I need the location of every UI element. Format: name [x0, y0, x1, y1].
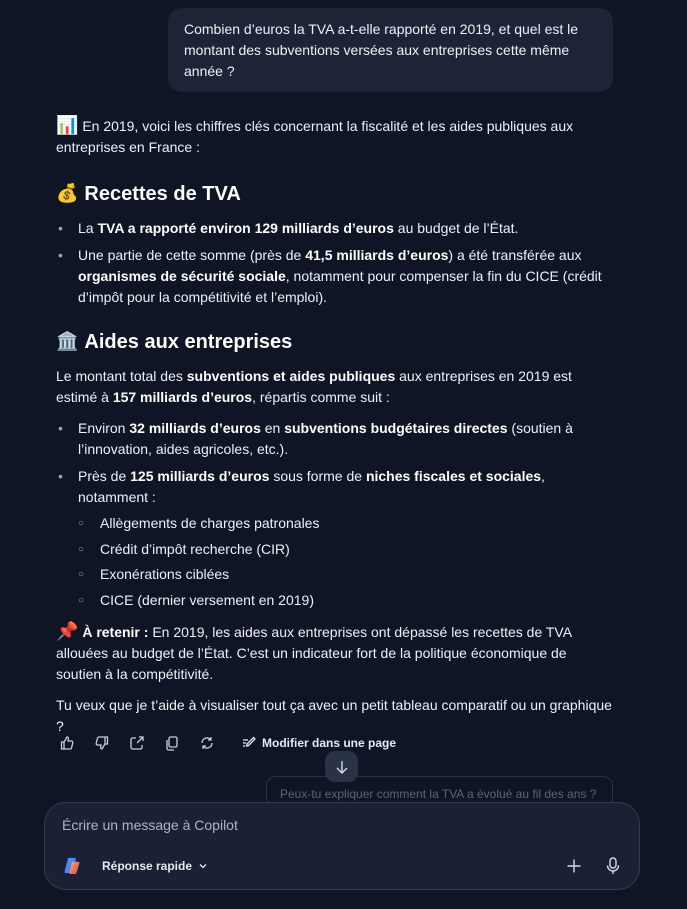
sub-list-item: ○ Allègements de charges patronales — [78, 513, 614, 534]
aides-paragraph: Le montant total des subventions et aides publiques aux entreprises en 2019 est estimé à 157 milliards d’euros, répartis comme suit : — [56, 368, 572, 405]
microphone-icon — [605, 857, 621, 875]
heading-aides-entreprises: 🏛️ Aides aux entreprises — [56, 328, 614, 356]
user-message-bubble — [168, 8, 613, 92]
heading-recettes-tva: 💰 Recettes de TVA — [56, 180, 614, 208]
list-item: • Environ 32 milliards d’euros en subventions budgétaires directes (soutien à l’innovation, aides agricoles, etc.). — [56, 418, 614, 460]
suggested-prompt[interactable]: Peux-tu expliquer comment la TVA a évolué au fil des ans ? — [266, 776, 613, 808]
tva-list — [56, 218, 614, 308]
pushpin-icon: 📌 — [56, 620, 79, 642]
thumbs-up-icon[interactable] — [56, 732, 78, 754]
share-icon[interactable] — [126, 732, 148, 754]
plus-icon — [566, 858, 582, 874]
sub-list-item: ○ Crédit d’impôt recherche (CIR) — [78, 539, 614, 560]
message-input[interactable] — [62, 817, 562, 833]
closing-question: Tu veux que je t’aide à visualiser tout ça avec un petit tableau comparatif ou un graphique ? — [56, 696, 612, 734]
add-attachment-button[interactable] — [563, 855, 585, 877]
list-item: • Une partie de cette somme (près de 41,5 milliards d’euros) a été transférée aux organismes de sécurité sociale, notamment pour compenser la fin du CICE (crédit d’impôt pour la compétitivité et l’emploi). — [56, 245, 614, 308]
response-mode-select[interactable]: Réponse rapide — [102, 859, 208, 873]
scroll-to-bottom-button[interactable] — [325, 751, 358, 782]
answer-intro: 📊 En 2019, voici les chiffres clés concernant la fiscalité et les aides publiques aux entreprises en France : — [56, 115, 574, 155]
microphone-button[interactable] — [602, 855, 624, 877]
money-bag-icon: 💰 — [56, 183, 79, 204]
edit-in-page-button[interactable]: Modifier dans une page — [241, 735, 396, 751]
copilot-logo-icon — [63, 856, 82, 875]
sub-list-item: ○ CICE (dernier versement en 2019) — [78, 590, 614, 611]
assistant-answer — [56, 115, 614, 747]
list-item: • La TVA a rapporté environ 129 milliards d’euros au budget de l’État. — [56, 218, 614, 239]
list-item: • Près de 125 milliards d’euros sous forme de niches fiscales et sociales, notamment : ○ Allègements de charges patronales ○ Crédit d’impôt recherche (CIR) ○ Exonérations ciblées ○ CICE (dernier versement en 2019) — [56, 466, 614, 611]
aides-list — [56, 418, 614, 611]
arrow-down-icon — [334, 759, 350, 775]
regenerate-icon[interactable] — [196, 732, 218, 754]
niches-sublist — [78, 513, 614, 611]
message-composer — [44, 802, 640, 890]
copy-icon[interactable] — [161, 732, 183, 754]
user-message-text: Combien d’euros la TVA a-t-elle rapporté en 2019, et quel est le montant des subventions versées aux entreprises cette même année ? — [184, 21, 579, 79]
chevron-down-icon — [198, 861, 208, 871]
pencil-page-icon — [241, 735, 257, 751]
classical-building-icon: 🏛️ — [56, 331, 79, 352]
retenir-paragraph: 📌 À retenir : En 2019, les aides aux entreprises ont dépassé les recettes de TVA allouées au budget de l’État. C’est un indicateur fort de la politique économique de soutien à la compétitivité. — [56, 620, 572, 682]
bar-chart-icon: 📊 — [56, 115, 79, 136]
sub-list-item: ○ Exonérations ciblées — [78, 564, 614, 585]
thumbs-down-icon[interactable] — [91, 732, 113, 754]
